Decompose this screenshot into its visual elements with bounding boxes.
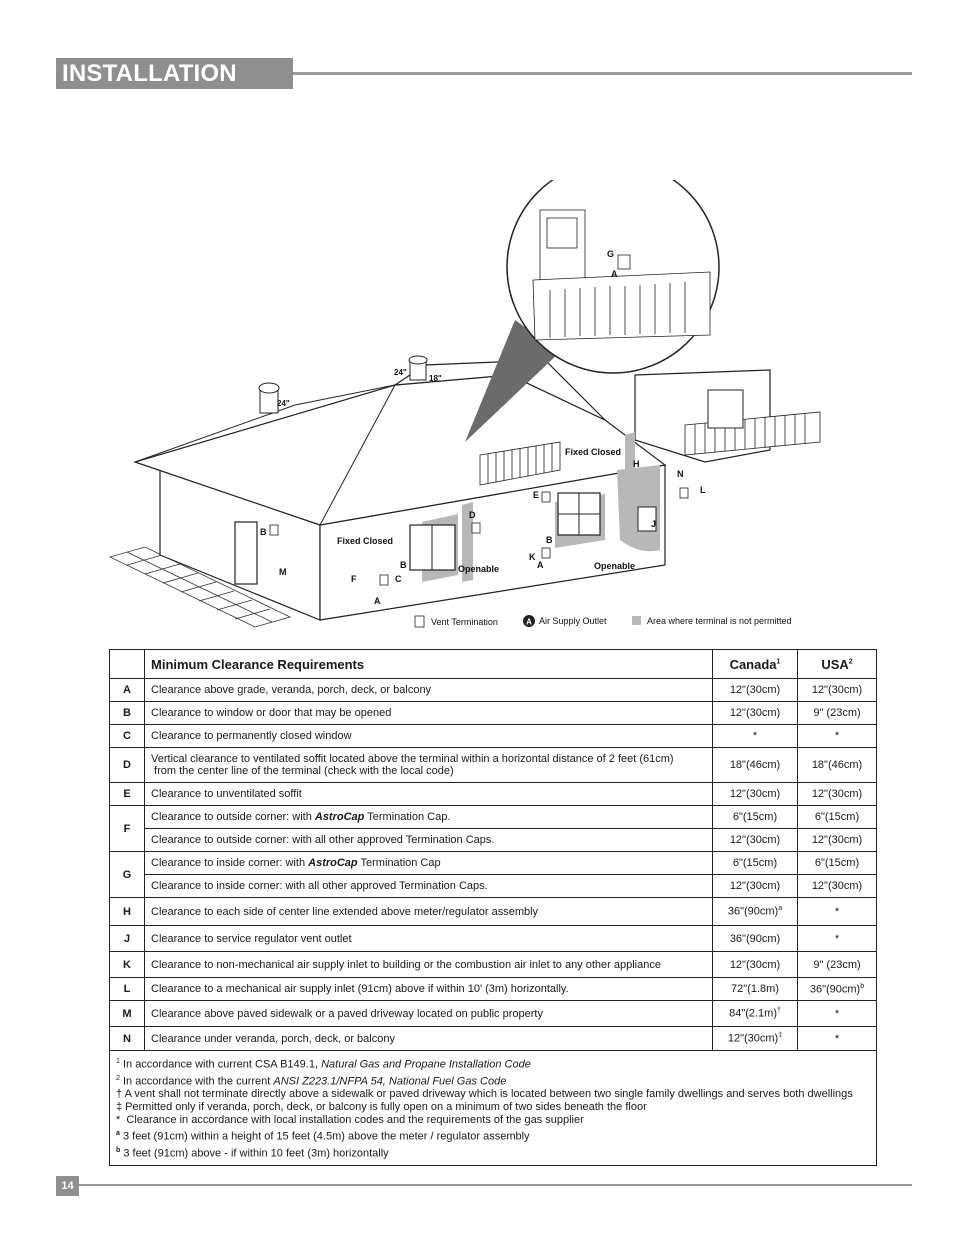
legend-air-label: Air Supply Outlet — [539, 616, 607, 626]
table-row-j: J Clearance to service regulator vent outlet 36"(90cm) * — [110, 926, 877, 952]
table-row-f1: F Clearance to outside corner: with AstroCap Termination Cap. 6"(15cm) 6"(15cm) — [110, 806, 877, 829]
footnote-2: $^2$ In accordance with the current ANSI Z223.1/NFPA 54, National Fuel Gas Code — [116, 1074, 507, 1088]
label-f: F — [351, 574, 357, 584]
footnote-asterisk: * Clearance in accordance with local installation codes and the requirements of the gas supplier — [116, 1114, 584, 1127]
label-n: N — [677, 469, 684, 479]
table-row-l: L Clearance to a mechanical air supply inlet (91cm) above if within 10' (3m) horizontally. 72"(1.8m) $36"(90cm)^b$ — [110, 978, 877, 1001]
label-k: K — [529, 552, 536, 562]
table-header-row — [110, 650, 877, 679]
label-b1: B — [260, 527, 267, 537]
table-row-c: C Clearance to permanently closed window * * — [110, 725, 877, 748]
footnotes-row — [110, 1051, 877, 1166]
page-number: 14 — [56, 1176, 79, 1196]
side-door — [235, 522, 257, 584]
label-18: 18" — [429, 374, 442, 383]
footnote-b: $^b$ 3 feet (91cm) above - if within 10 feet (3m) horizontally — [116, 1146, 389, 1160]
label-c: C — [395, 574, 402, 584]
svg-text:A: A — [526, 617, 532, 627]
legend — [415, 615, 792, 627]
table-row-f2: Clearance to outside corner: with all other approved Termination Caps. 12"(30cm) 12"(30cm) — [110, 829, 877, 852]
label-a-top: A — [611, 269, 618, 279]
label-fixed-closed-1: Fixed Closed — [337, 536, 394, 546]
label-m: M — [279, 567, 287, 577]
legend-vent-label: Vent Termination — [431, 617, 498, 627]
footnote-double-dagger: ‡ Permitted only if veranda, porch, deck, or balcony is fully open on a minimum of two sides beneath the floor — [116, 1101, 647, 1114]
label-e: E — [533, 490, 540, 500]
label-d: D — [469, 510, 476, 520]
table-row-d: D Vertical clearance to ventilated soffit located above the terminal within a horizontal distance of 2 feet (61cm) from the center line of the terminal (check with the local code) 18"(46cm) 18"(46cm) — [110, 748, 877, 783]
table-row-k: K Clearance to non-mechanical air supply inlet to building or the combustion air inlet to any other appliance 12"(30cm) 9" (23cm) — [110, 952, 877, 978]
footnotes — [110, 1051, 877, 1166]
header-rule — [293, 72, 912, 75]
table-row-n: N Clearance under veranda, porch, deck, or balcony 12"(30cm)‡ * — [110, 1027, 877, 1051]
label-a1: A — [374, 596, 381, 606]
footnote-dagger: † A vent shall not terminate directly above a sidewalk or paved driveway which is located between two single family dwellings and serves both dwellings — [116, 1088, 853, 1101]
table-row-g2: Clearance to inside corner: with all other approved Termination Caps. 12"(30cm) 12"(30cm) — [110, 875, 877, 898]
footnote-a: $^a$ 3 feet (91cm) within a height of 15 feet (4.5m) above the meter / regulator assembly — [116, 1130, 530, 1143]
label-24a: 24" — [394, 368, 407, 377]
upper-door — [708, 390, 743, 428]
table-row-h: H Clearance to each side of center line extended above meter/regulator assembly $36"(90cm)^a$ * — [110, 898, 877, 926]
table-title: Minimum Clearance Requirements — [145, 650, 713, 679]
label-openable-1: Openable — [458, 564, 500, 574]
label-j: J — [651, 519, 657, 529]
label-24b: 24" — [277, 399, 290, 408]
table-row-b: B Clearance to window or door that may be opened 12"(30cm) 9" (23cm) — [110, 702, 877, 725]
table-row-m: M Clearance above paved sidewalk or a paved driveway located on public property 84"(2.1m)† * — [110, 1001, 877, 1027]
label-a2: A — [537, 560, 544, 570]
footnote-1: $^1$ In accordance with current CSA B149.1, Natural Gas and Propane Installation Code — [116, 1058, 531, 1071]
legend-area-label: Area where terminal is not permitted — [647, 616, 792, 626]
canada-header: Canada$^1$ — [713, 650, 798, 679]
label-b3: B — [546, 535, 553, 545]
legend-area-icon — [632, 616, 641, 625]
label-fixed-closed-2: Fixed Closed — [565, 447, 622, 457]
legend-vent-icon — [415, 616, 424, 627]
table-row-a: A Clearance above grade, veranda, porch, deck, or balcony 12"(30cm) 12"(30cm) — [110, 679, 877, 702]
house-clearance-diagram — [105, 180, 825, 640]
clearance-table — [109, 649, 877, 1166]
label-h: H — [633, 459, 640, 469]
label-l: L — [700, 485, 706, 495]
label-b2: B — [400, 560, 407, 570]
section-header: INSTALLATION — [56, 58, 293, 89]
table-row-g1: G Clearance to inside corner: with AstroCap Termination Cap 6"(15cm) 6"(15cm) — [110, 852, 877, 875]
footer-rule — [79, 1184, 912, 1186]
corner-cell — [110, 650, 145, 679]
usa-header: USA$^2$ — [798, 650, 877, 679]
label-openable-2: Openable — [594, 561, 636, 571]
label-g: G — [607, 249, 615, 259]
table-row-e: E Clearance to unventilated soffit 12"(30cm) 12"(30cm) — [110, 783, 877, 806]
